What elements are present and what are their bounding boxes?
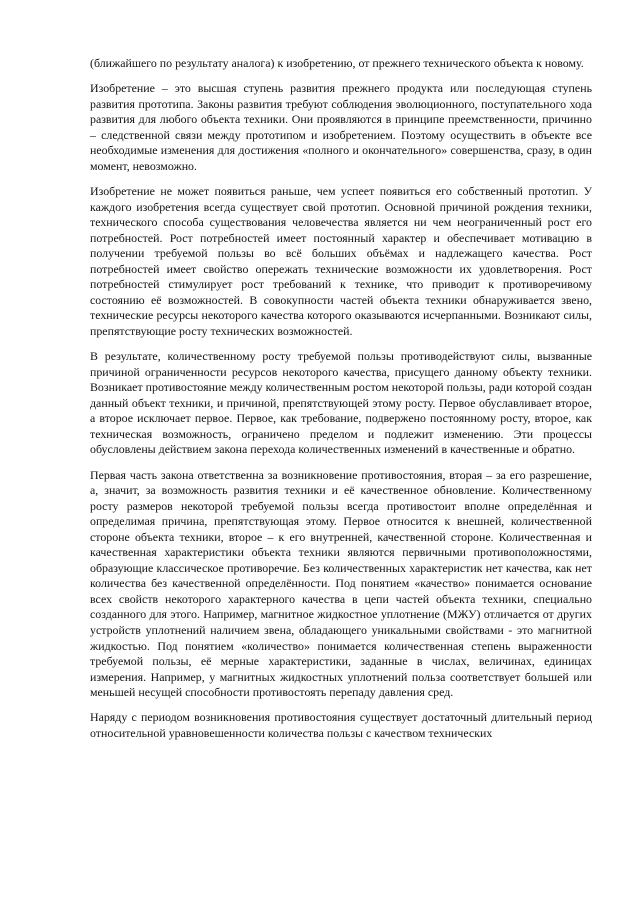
paragraph-2: Изобретение – это высшая ступень развития прежнего продукта или последующая ступень развития прототипа. Законы развития требуют соблюдения эволюционного, поступательного хода развития для любого объекта техники. Они проявляются в принципе преемственности, причинно – следственной связи между прототипом и изобретением. Поэтому осуществить в объекте все необходимые изменения для достижения «полного и окончательного» совершенства, сразу, в один момент, невозможно. xyxy=(90,81,592,173)
paragraph-1: (ближайшего по результату аналога) к изобретению, от прежнего технического объекта к новому. xyxy=(90,56,584,70)
paragraph-6: Наряду с периодом возникновения противостояния существует достаточный длительный период относительной уравновешенности количества пользы с качеством технических xyxy=(90,710,592,740)
paragraph-4: В результате, количественному росту требуемой пользы противодействуют силы, вызванные причиной ограниченности ресурсов некоторого качества, присущего данному объекту техники. Возникает противостояние между количественным ростом некоторой пользы, ради которой создан данный объект техники, и причиной, препятствующей этому росту. Первое обуславливает второе, а второе исключает первое. Первое, как требование, подвержено постоянному росту, второе, как техническая возможность, ограничено пределом и подлежит изменению. Эти процессы обусловлены действием закона перехода количественных изменений в качественные и обратно. xyxy=(90,349,592,457)
paragraph-3: Изобретение не может появиться раньше, чем успеет появиться его собственный прототип. У каждого изобретения всегда существует свой прототип. Основной причиной рождения техники, технического способа существования человечества является ни чем неограниченный рост его потребностей. Рост потребностей имеет постоянный характер и обеспечивает мотивацию в получении требуемой пользы во всё больших объёмах и надлежащего качества. Рост потребностей имеет свойство опережать технические возможности их удовлетворения. Рост потребностей стимулирует рост требований к технике, что приводит к противоречивому состоянию её возможностей. В совокупности частей объекта техники обнаруживается звено, технические ресурсы некоторого качества которого оказываются исчерпанными. Возникают силы, препятствующие росту технических возможностей. xyxy=(90,184,592,338)
document-page xyxy=(90,56,592,751)
paragraph-5: Первая часть закона ответственна за возникновение противостояния, вторая – за его разрешение, а, значит, за возможность развития техники и её качественное обновление. Количественному росту размеров некоторой требуемой пользы всегда противостоит вполне определённая и определимая причина, препятствующая этому. Первое относится к внешней, количественной стороне объекта техники, второе – к его внутренней, качественной стороне. Количественная и качественная характеристики объекта техники являются первичными противоположностями, образующие классическое противоречие. Без количественных характеристик нет качества, как нет количества без качественной определённости. Под понятием «качество» понимается основание всех свойств некоторого характерного качества в цепи частей объекта техники, специально созданного для этого. Например, магнитное жидкостное уплотнение (МЖУ) отличается от других устройств уплотнений наличием звена, обладающего уникальными свойствами - это магнитной жидкостью. Под понятием «количество» понимается количественная степень выраженности требуемой пользы, её мерные характеристики, заданные в числах, величинах, единицах измерения. Например, у магнитных жидкостных уплотнений польза соответствует большей или меньшей несущей способности противостоять перепаду давления сред. xyxy=(90,467,592,700)
